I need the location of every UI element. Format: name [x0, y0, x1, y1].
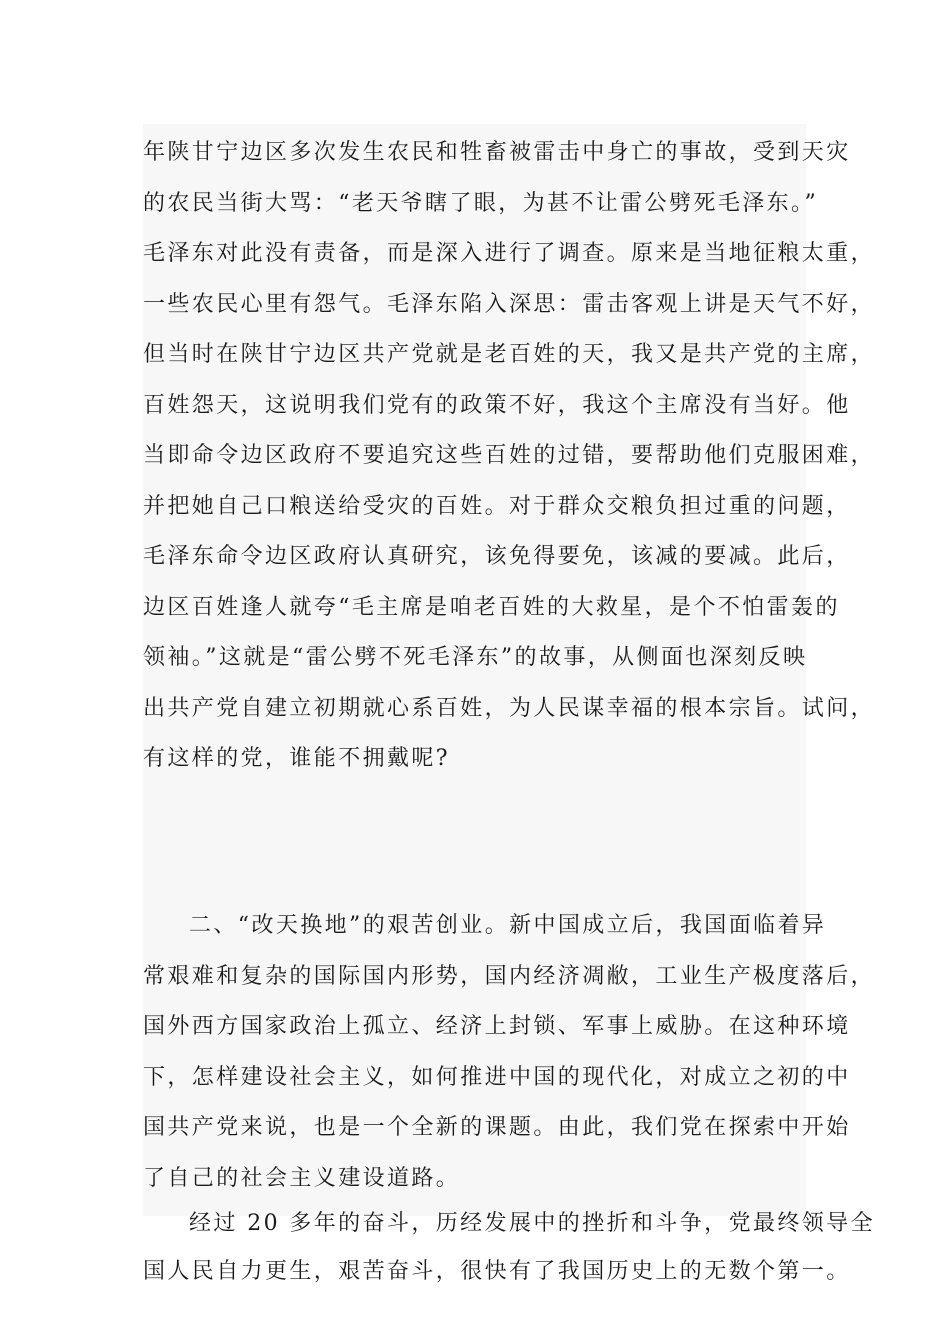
- text-line: 毛泽东对此没有责备，而是深入进行了调查。原来是当地征粮太重，: [143, 241, 876, 266]
- text-line: 二、“改天换地”的艰苦创业。新中国成立后，我国面临着异: [189, 913, 827, 938]
- text-line: 了自己的社会主义建设道路。: [143, 1165, 461, 1191]
- text-line: 领袖。”这就是“雷公劈不死毛泽东”的故事，从侧面也深刻反映: [143, 645, 808, 670]
- text-line: 的农民当街大骂：“老天爷瞎了眼，为甚不让雷公劈死毛泽东。”: [143, 190, 819, 216]
- paragraph-4: [143, 1247, 851, 1298]
- text-line: 国人民自力更生，艰苦奋斗，很快有了我国历史上的无数个第一。: [143, 1259, 851, 1284]
- text-line: 国共产党来说，也是一个全新的课题。由此，我们党在探索中开始: [143, 1115, 851, 1140]
- text-line: 毛泽东命令边区政府认真研究，该免得要免，该减的要减。此后，: [143, 544, 851, 569]
- text-line: 国外西方国家政治上孤立、经济上封锁、军事上威胁。在这种环境: [143, 1014, 851, 1039]
- text-block: [143, 124, 876, 1284]
- text-line: 百姓怨天，这说明我们党有的政策不好，我这个主席没有当好。他: [143, 392, 851, 418]
- text-line: 并把她自己口粮送给受灾的百姓。对于群众交粮负担过重的问题，: [143, 493, 851, 519]
- paragraph-1: [143, 128, 876, 785]
- text-line: 常艰难和复杂的国际国内形势，国内经济凋敝，工业生产极度落后，: [143, 963, 876, 989]
- paragraph-3: [143, 1199, 875, 1250]
- paragraph-2: [143, 901, 876, 1204]
- text-line: 但当时在陕甘宁边区共产党就是老百姓的天，我又是共产党的主席，: [143, 342, 876, 367]
- text-line: 一些农民心里有怨气。毛泽东陷入深思：雷击客观上讲是天气不好，: [143, 291, 876, 317]
- text-line: 下，怎样建设社会主义，如何推进中国的现代化，对成立之初的中: [143, 1064, 851, 1090]
- text-line: 当即命令边区政府不要追究这些百姓的过错，要帮助他们克服困难，: [143, 443, 876, 468]
- text-line: 经过 20 多年的奋斗，历经发展中的挫折和斗争，党最终领导全: [189, 1211, 875, 1236]
- text-line: 年陕甘宁边区多次发生农民和牲畜被雷击中身亡的事故，受到天灾: [143, 140, 851, 165]
- text-line: 有这样的党，谁能不拥戴呢?: [143, 746, 450, 771]
- text-line: 出共产党自建立初期就心系百姓，为人民谋幸福的根本宗旨。试问，: [143, 695, 876, 721]
- text-line: 边区百姓逢人就夸“毛主席是咱老百姓的大救星，是个不怕雷轰的: [143, 594, 840, 620]
